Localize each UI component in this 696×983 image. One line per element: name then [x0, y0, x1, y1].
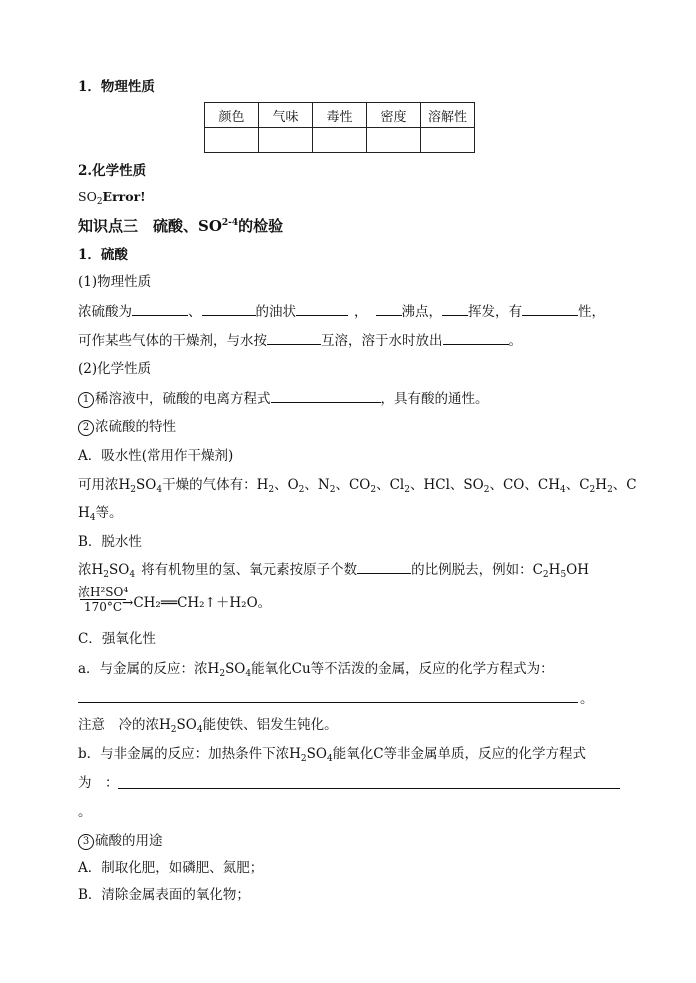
concentrated-properties-heading	[78, 418, 176, 436]
physical-properties-table	[204, 102, 475, 153]
text: 能氧化C等非金属单质，反应的化学方程式	[332, 746, 587, 762]
subscript: 2	[607, 485, 613, 495]
subscript: 2	[103, 570, 110, 580]
note-line	[78, 716, 338, 739]
subscript: 4	[196, 725, 203, 735]
physical-properties-line-1	[78, 302, 605, 321]
subscript: 2	[219, 669, 226, 679]
answer-line	[78, 702, 578, 703]
section-title-chemical-properties: 2.化学性质	[78, 163, 147, 179]
table-cell	[259, 128, 313, 153]
text: 硫酸的用途	[95, 833, 163, 849]
text: 能使铁、铝发生钝化。	[202, 717, 338, 733]
text: ，	[354, 304, 368, 320]
text: 的油状	[255, 304, 296, 320]
so2-formula: SO	[78, 189, 97, 204]
table-row	[205, 128, 475, 153]
text: 可用浓H	[78, 477, 131, 493]
use-item-b: B．清除金属表面的氧化物；	[78, 887, 250, 903]
heading-oxidizing: C．强氧化性	[78, 631, 156, 647]
text: 能氧化Cu等不活泼的金属，反应的化学方程式为：	[251, 661, 554, 677]
text: 、C	[565, 477, 590, 493]
table-header-row	[205, 103, 475, 128]
subscript: 4	[129, 570, 136, 580]
table-header-cell: 颜色	[205, 103, 259, 128]
fill-blank	[442, 302, 468, 316]
text: 沸点，	[401, 304, 442, 320]
period: 。	[78, 804, 92, 820]
text: SO	[306, 746, 327, 762]
text: 、HCl、SO	[409, 477, 484, 493]
heading-sulfuric-acid: 1．硫酸	[78, 247, 128, 263]
text: H	[548, 562, 561, 578]
kp3-prefix: 知识点三 硫酸、SO	[78, 217, 222, 235]
text: 将有机物里的氢、氧元素按原子个数	[141, 562, 358, 578]
table-header-cell: 溶解性	[421, 103, 475, 128]
subscript: 2	[96, 197, 103, 207]
kp3-suffix: 的检验	[238, 217, 284, 235]
reaction-equation	[122, 594, 271, 612]
text: b．与非金属的反应：加热条件下浓H	[78, 746, 301, 762]
ionization-line	[78, 389, 489, 408]
heading-physical-properties: (1)物理性质	[78, 274, 152, 290]
text: 、CO、CH	[489, 477, 560, 493]
subscript: 2	[130, 485, 137, 495]
text: SO	[109, 562, 130, 578]
circled-number: 2	[78, 420, 94, 436]
fill-blank	[202, 302, 256, 316]
fill-blank	[132, 302, 188, 316]
text: 、O	[274, 477, 299, 493]
circled-number: 1	[78, 392, 94, 408]
section-title-physical-properties: 1．物理性质	[78, 79, 155, 95]
superscript: 2-4	[221, 218, 239, 228]
wei-label: 为 ：	[78, 775, 119, 791]
table-cell	[421, 128, 475, 153]
knowledge-point-3-title	[78, 214, 283, 235]
heading-chemical-properties: (2)化学性质	[78, 361, 152, 377]
text: 性，	[578, 304, 605, 320]
subscript: 4	[326, 754, 333, 764]
heading-dehydration: B．脱水性	[78, 534, 142, 550]
arrow-icon: →	[122, 595, 134, 611]
text: 浓硫酸的特性	[95, 419, 176, 435]
subscript: 5	[560, 570, 567, 580]
fill-blank	[522, 302, 578, 316]
answer-line	[118, 788, 620, 789]
subscript: 2	[298, 485, 305, 495]
circled-number: 3	[78, 834, 94, 850]
subscript: 4	[156, 485, 163, 495]
subscript: 2	[589, 485, 596, 495]
text: a．与金属的反应：浓H	[78, 661, 220, 677]
drying-gases-line-2	[78, 504, 123, 527]
subscript: 2	[404, 485, 410, 495]
fill-blank	[443, 331, 509, 345]
heading-water-absorption: A．吸水性(常用作干燥剂)	[78, 448, 234, 464]
physical-properties-line-2	[78, 331, 522, 350]
fill-blank	[271, 389, 381, 403]
table-cell	[367, 128, 421, 153]
table-header-cell: 毒性	[313, 103, 367, 128]
text: SO	[136, 477, 157, 493]
text: 浓H	[78, 562, 104, 578]
text: H	[78, 505, 90, 521]
text: ，具有酸的通性。	[380, 391, 489, 407]
metal-reaction-line	[78, 660, 554, 683]
error-text: Error!	[102, 189, 146, 204]
text: 。	[508, 333, 522, 349]
text: 稀溶液中，硫酸的电离方程式	[95, 391, 271, 407]
text: 互溶，溶于水时放出	[321, 333, 443, 349]
fill-blank	[296, 302, 348, 316]
text: OH	[566, 562, 590, 578]
text: 的比例脱去，例如：C	[411, 562, 543, 578]
reaction-condition-bottom: 170°C	[84, 600, 123, 614]
reaction-condition-top: 浓H²SO⁴	[78, 585, 129, 599]
subscript: 2	[268, 485, 275, 495]
text: CH₂══CH₂↑＋H₂O。	[133, 595, 272, 611]
subscript: 4	[89, 513, 96, 523]
dehydration-line	[78, 560, 589, 584]
uses-heading	[78, 832, 163, 850]
text: 干燥的气体有：H	[162, 477, 269, 493]
subscript: 4	[245, 669, 252, 679]
text: 浓硫酸为	[78, 304, 132, 320]
nonmetal-reaction-line	[78, 745, 586, 768]
text: 等。	[95, 505, 123, 521]
fill-blank	[376, 302, 402, 316]
subscript: 2	[300, 754, 307, 764]
use-item-a: A．制取化肥，如磷肥、氮肥；	[78, 860, 264, 876]
subscript: 2	[370, 485, 377, 495]
table-cell	[313, 128, 367, 153]
text: 、CO	[335, 477, 371, 493]
table-header-cell: 气味	[259, 103, 313, 128]
so2-line	[78, 188, 146, 211]
text: 可作某些气体的干燥剂，与水按	[78, 333, 267, 349]
text: H	[595, 477, 608, 493]
table-header-cell: 密度	[367, 103, 421, 128]
text: 、N	[304, 477, 330, 493]
text: SO	[225, 661, 246, 677]
subscript: 4	[559, 485, 566, 495]
text: 、C	[612, 477, 637, 493]
table-cell	[205, 128, 259, 153]
fill-blank	[267, 331, 321, 345]
text: 挥发，有	[468, 304, 522, 320]
subscript: 2	[483, 485, 490, 495]
text: 、	[188, 304, 202, 320]
drying-gases-line-1	[78, 476, 637, 499]
text: 注意 冷的浓H	[78, 717, 171, 733]
text: SO	[176, 717, 197, 733]
period: 。	[580, 691, 594, 707]
text: 、Cl	[376, 477, 405, 493]
subscript: 2	[329, 485, 336, 495]
fill-blank	[357, 560, 411, 574]
subscript: 2	[170, 725, 177, 735]
subscript: 2	[542, 570, 549, 580]
